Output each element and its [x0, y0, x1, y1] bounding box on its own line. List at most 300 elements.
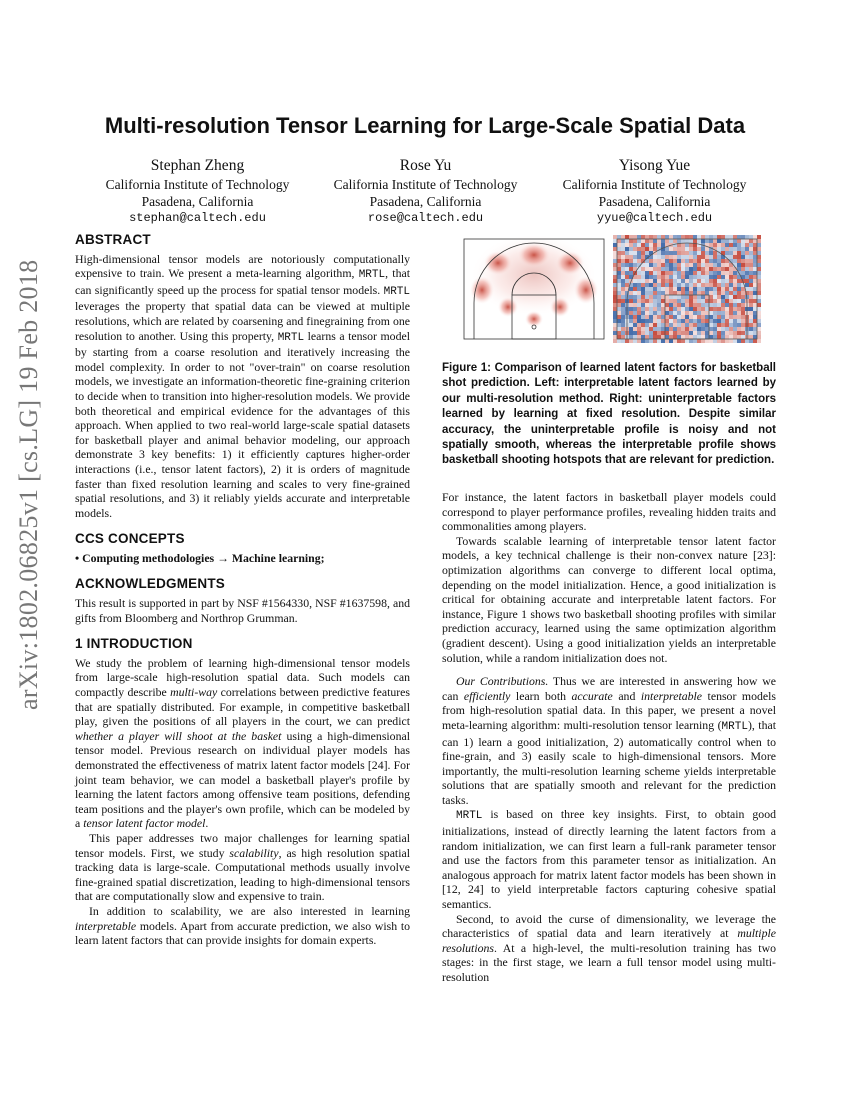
noise-cell	[685, 283, 689, 287]
noise-cell	[633, 331, 637, 335]
arxiv-identifier: arXiv:1802.06825v1 [cs.LG] 19 Feb 2018	[14, 259, 43, 710]
noise-cell	[689, 319, 693, 323]
noise-cell	[721, 279, 725, 283]
noise-cell	[665, 307, 669, 311]
noise-cell	[665, 303, 669, 307]
noise-cell	[637, 307, 641, 311]
noise-cell	[621, 283, 625, 287]
noise-cell	[629, 251, 633, 255]
noise-cell	[757, 335, 761, 339]
noise-cell	[713, 327, 717, 331]
noise-cell	[673, 303, 677, 307]
noise-cell	[673, 311, 677, 315]
noise-cell	[725, 239, 729, 243]
noise-cell	[745, 271, 749, 275]
noise-cell	[701, 287, 705, 291]
intro-paragraph-3: In addition to scalability, we are also interested in learning interpretable models. Apart from accurate prediction, we also wish to learn latent factors that can provide insights for domain experts.	[75, 903, 410, 948]
noise-cell	[665, 291, 669, 295]
noise-cell	[613, 307, 617, 311]
noise-cell	[613, 263, 617, 267]
noise-cell	[613, 279, 617, 283]
intro-heading: 1 INTRODUCTION	[75, 636, 193, 652]
noise-cell	[741, 307, 745, 311]
noise-cell	[649, 263, 653, 267]
noise-cell	[657, 331, 661, 335]
noise-cell	[693, 283, 697, 287]
noise-cell	[729, 279, 733, 283]
noise-cell	[649, 275, 653, 279]
noise-cell	[757, 239, 761, 243]
noise-cell	[705, 315, 709, 319]
noise-cell	[613, 295, 617, 299]
noise-cell	[689, 311, 693, 315]
noise-cell	[685, 235, 689, 239]
noise-cell	[661, 239, 665, 243]
noise-cell	[749, 327, 753, 331]
noise-cell	[669, 255, 673, 259]
noise-cell	[645, 275, 649, 279]
noise-cell	[633, 315, 637, 319]
noise-cell	[725, 311, 729, 315]
noise-cell	[729, 311, 733, 315]
noise-cell	[657, 239, 661, 243]
noise-cell	[665, 327, 669, 331]
noise-cell	[669, 267, 673, 271]
left-column	[75, 233, 410, 948]
noise-cell	[617, 267, 621, 271]
noise-cell	[733, 239, 737, 243]
noise-cell	[645, 291, 649, 295]
noise-cell	[617, 315, 621, 319]
noise-cell	[661, 315, 665, 319]
author-location: Pasadena, California	[369, 194, 482, 209]
noise-cell	[701, 291, 705, 295]
noise-cell	[729, 255, 733, 259]
author-3	[532, 156, 777, 227]
noise-cell	[673, 271, 677, 275]
noise-cell	[725, 279, 729, 283]
noise-cell	[685, 303, 689, 307]
noise-cell	[693, 307, 697, 311]
noise-cell	[737, 239, 741, 243]
noise-cell	[685, 311, 689, 315]
noise-cell	[677, 279, 681, 283]
noise-cell	[681, 339, 685, 343]
noise-cell	[733, 287, 737, 291]
noise-cell	[681, 279, 685, 283]
noise-cell	[733, 279, 737, 283]
noise-cell	[641, 295, 645, 299]
noise-cell	[709, 323, 713, 327]
noise-cell	[685, 251, 689, 255]
noise-cell	[681, 291, 685, 295]
noise-cell	[669, 283, 673, 287]
noise-cell	[621, 339, 625, 343]
noise-cell	[709, 251, 713, 255]
noise-cell	[757, 243, 761, 247]
noise-cell	[649, 283, 653, 287]
noise-cell	[665, 335, 669, 339]
noise-cell	[693, 295, 697, 299]
noise-cell	[741, 263, 745, 267]
noise-cell	[621, 235, 625, 239]
noise-cell	[669, 291, 673, 295]
noise-cell	[705, 327, 709, 331]
noise-cell	[745, 247, 749, 251]
noise-cell	[721, 235, 725, 239]
noise-cell	[713, 239, 717, 243]
noise-cell	[705, 247, 709, 251]
noise-cell	[685, 247, 689, 251]
noise-cell	[753, 251, 757, 255]
noise-cell	[681, 287, 685, 291]
noise-cell	[689, 283, 693, 287]
noise-cell	[669, 275, 673, 279]
noise-cell	[717, 291, 721, 295]
noise-cell	[721, 247, 725, 251]
noise-cell	[753, 295, 757, 299]
noise-cell	[681, 235, 685, 239]
noise-cell	[729, 319, 733, 323]
noise-cell	[697, 267, 701, 271]
noise-cell	[653, 271, 657, 275]
noise-cell	[617, 259, 621, 263]
noise-cell	[737, 255, 741, 259]
noise-cell	[641, 243, 645, 247]
noise-cell	[653, 243, 657, 247]
noise-cell	[757, 235, 761, 239]
noise-cell	[701, 279, 705, 283]
noise-cell	[681, 299, 685, 303]
noise-cell	[749, 311, 753, 315]
noise-cell	[749, 335, 753, 339]
noise-cell	[689, 267, 693, 271]
noise-cell	[705, 251, 709, 255]
noise-cell	[741, 271, 745, 275]
noise-cell	[641, 279, 645, 283]
noise-cell	[745, 235, 749, 239]
noise-cell	[693, 291, 697, 295]
noise-cell	[701, 271, 705, 275]
noise-cell	[661, 335, 665, 339]
noise-cell	[633, 259, 637, 263]
noise-cell	[629, 335, 633, 339]
noise-cell	[613, 303, 617, 307]
noise-cell	[645, 271, 649, 275]
noise-cell	[665, 287, 669, 291]
noise-cell	[717, 283, 721, 287]
noise-cell	[713, 311, 717, 315]
noise-cell	[697, 291, 701, 295]
noise-cell	[637, 271, 641, 275]
noise-cell	[749, 339, 753, 343]
noise-cell	[633, 251, 637, 255]
noise-cell	[629, 323, 633, 327]
noise-cell	[697, 259, 701, 263]
noise-cell	[649, 327, 653, 331]
noise-cell	[709, 283, 713, 287]
noise-cell	[613, 259, 617, 263]
noise-cell	[637, 283, 641, 287]
noise-cell	[753, 259, 757, 263]
noise-cell	[693, 319, 697, 323]
noise-cell	[677, 275, 681, 279]
noise-cell	[637, 275, 641, 279]
noise-cell	[657, 271, 661, 275]
noise-cell	[677, 247, 681, 251]
noise-cell	[689, 303, 693, 307]
noise-cell	[733, 259, 737, 263]
noise-cell	[613, 315, 617, 319]
noise-cell	[753, 243, 757, 247]
noise-cell	[689, 263, 693, 267]
author-affiliation: California Institute of Technology	[562, 177, 747, 192]
noise-cell	[665, 275, 669, 279]
noise-cell	[669, 327, 673, 331]
noise-cell	[653, 339, 657, 343]
noise-cell	[721, 319, 725, 323]
noise-cell	[737, 307, 741, 311]
noise-cell	[713, 255, 717, 259]
noise-cell	[657, 295, 661, 299]
noise-cell	[753, 299, 757, 303]
noise-cell	[617, 319, 621, 323]
noise-cell	[717, 279, 721, 283]
author-email[interactable]: yyue@caltech.edu	[596, 211, 713, 225]
noise-cell	[669, 259, 673, 263]
noise-cell	[685, 275, 689, 279]
noise-cell	[633, 339, 637, 343]
noise-cell	[753, 239, 757, 243]
noise-cell	[717, 239, 721, 243]
noise-cell	[669, 263, 673, 267]
noise-cell	[617, 331, 621, 335]
noise-cell	[701, 299, 705, 303]
noise-cell	[637, 243, 641, 247]
noise-cell	[701, 283, 705, 287]
noise-cell	[649, 315, 653, 319]
noise-cell	[657, 259, 661, 263]
noise-cell	[717, 303, 721, 307]
noise-cell	[649, 279, 653, 283]
noise-cell	[665, 295, 669, 299]
noise-cell	[637, 303, 641, 307]
noise-cell	[657, 235, 661, 239]
noise-cell	[661, 271, 665, 275]
abstract-heading: ABSTRACT	[75, 232, 151, 247]
noise-cell	[657, 279, 661, 283]
noise-cell	[629, 299, 633, 303]
noise-cell	[725, 243, 729, 247]
noise-cell	[637, 247, 641, 251]
noise-cell	[665, 331, 669, 335]
noise-cell	[741, 235, 745, 239]
noise-cell	[645, 323, 649, 327]
noise-cell	[709, 279, 713, 283]
noise-cell	[689, 335, 693, 339]
noise-cell	[657, 315, 661, 319]
noise-cell	[617, 339, 621, 343]
noise-cell	[665, 279, 669, 283]
noise-cell	[641, 275, 645, 279]
noise-cell	[677, 303, 681, 307]
noise-cell	[713, 335, 717, 339]
noise-cell	[741, 291, 745, 295]
intro-paragraph-2: This paper addresses two major challenges for learning spatial tensor models. First, we study scalability, as high resolution spatial tracking data is large-scale. Computational methods usually involve fine-grained spatial discretization, leading to high-dimensional tensors that are computationally slow and expensive to train.	[75, 830, 410, 904]
noise-cell	[693, 235, 697, 239]
noise-cell	[645, 247, 649, 251]
noise-cell	[721, 243, 725, 247]
noise-cell	[677, 311, 681, 315]
noise-cell	[709, 311, 713, 315]
noise-cell	[693, 259, 697, 263]
noise-cell	[629, 295, 633, 299]
noise-cell	[713, 323, 717, 327]
noise-cell	[653, 275, 657, 279]
noise-cell	[701, 327, 705, 331]
noise-cell	[697, 323, 701, 327]
noise-cell	[741, 251, 745, 255]
noise-cell	[621, 331, 625, 335]
ack-text: This result is supported in part by NSF #1564330, NSF #1637598, and gifts from Bloomberg and Northrop Grumman.	[75, 596, 410, 625]
noise-cell	[621, 311, 625, 315]
noise-cell	[617, 251, 621, 255]
noise-cell	[637, 339, 641, 343]
noise-cell	[705, 335, 709, 339]
noise-cell	[749, 307, 753, 311]
noise-cell	[713, 283, 717, 287]
noise-cell	[697, 299, 701, 303]
noise-cell	[721, 251, 725, 255]
right-column	[442, 490, 776, 985]
noise-cell	[741, 327, 745, 331]
noise-cell	[757, 267, 761, 271]
noise-cell	[657, 243, 661, 247]
noise-cell	[689, 291, 693, 295]
noise-cell	[749, 291, 753, 295]
noise-cell	[681, 327, 685, 331]
noise-cell	[713, 299, 717, 303]
noise-cell	[753, 235, 757, 239]
noise-cell	[693, 279, 697, 283]
noise-cell	[677, 271, 681, 275]
noise-cell	[741, 295, 745, 299]
noise-cell	[749, 275, 753, 279]
noise-cell	[669, 311, 673, 315]
noise-cell	[665, 259, 669, 263]
noise-cell	[653, 247, 657, 251]
noise-cell	[729, 307, 733, 311]
noise-cell	[737, 299, 741, 303]
noise-cell	[753, 291, 757, 295]
noise-cell	[629, 287, 633, 291]
noise-cell	[725, 235, 729, 239]
noise-cell	[729, 239, 733, 243]
noise-cell	[693, 287, 697, 291]
noise-cell	[613, 255, 617, 259]
noise-cell	[669, 271, 673, 275]
noise-cell	[653, 283, 657, 287]
noise-cell	[641, 311, 645, 315]
noise-cell	[661, 255, 665, 259]
noise-cell	[673, 291, 677, 295]
noise-cell	[657, 275, 661, 279]
noise-cell	[705, 339, 709, 343]
noise-cell	[713, 287, 717, 291]
noise-cell	[621, 327, 625, 331]
noise-cell	[685, 295, 689, 299]
noise-cell	[681, 311, 685, 315]
noise-cell	[657, 311, 661, 315]
noise-cell	[705, 287, 709, 291]
noise-cell	[721, 303, 725, 307]
noise-cell	[737, 279, 741, 283]
noise-cell	[709, 291, 713, 295]
noise-cell	[725, 319, 729, 323]
noise-cell	[653, 267, 657, 271]
noise-cell	[641, 327, 645, 331]
ccs-heading: CCS CONCEPTS	[75, 531, 185, 547]
contributions-paragraph: Our Contributions. Thus we are interested in answering how we can efficiently learn both accurate and interpretable tensor models from high-resolution spatial data. In this paper, we present a novel meta-learning algorithm: multi-resolution tensor learning (MRTL), that can 1) learn a good initialization, 2) automatically control when to fine-grain, and 3) easily scale to high-dimensional tensors. More importantly, the multi-resolution learning scheme yields interpretable solutions that are spatially smooth and relevant for the prediction tasks.	[442, 674, 776, 807]
noise-cell	[613, 267, 617, 271]
noise-cell	[677, 331, 681, 335]
noise-cell	[673, 323, 677, 327]
noise-cell	[693, 323, 697, 327]
noise-cell	[617, 287, 621, 291]
noise-cell	[721, 267, 725, 271]
noise-cell	[705, 291, 709, 295]
noise-cell	[753, 323, 757, 327]
noise-cell	[729, 327, 733, 331]
noise-cell	[617, 291, 621, 295]
noise-cell	[669, 323, 673, 327]
noise-cell	[625, 239, 629, 243]
noise-cell	[709, 259, 713, 263]
noise-cell	[653, 291, 657, 295]
noise-cell	[645, 307, 649, 311]
noise-cell	[709, 303, 713, 307]
noise-cell	[749, 267, 753, 271]
noise-cell	[737, 327, 741, 331]
noise-cell	[621, 259, 625, 263]
noise-cell	[701, 255, 705, 259]
noise-cell	[685, 291, 689, 295]
noise-cell	[757, 255, 761, 259]
noise-cell	[725, 263, 729, 267]
noise-cell	[617, 295, 621, 299]
noise-cell	[641, 271, 645, 275]
noise-cell	[697, 283, 701, 287]
noise-cell	[705, 307, 709, 311]
noise-cell	[729, 247, 733, 251]
noise-cell	[741, 299, 745, 303]
noise-cell	[677, 283, 681, 287]
noise-cell	[633, 287, 637, 291]
noise-cell	[757, 315, 761, 319]
noise-cell	[745, 263, 749, 267]
noise-cell	[709, 239, 713, 243]
noise-cell	[673, 307, 677, 311]
noise-cell	[621, 319, 625, 323]
noise-cell	[637, 287, 641, 291]
noise-cell	[665, 339, 669, 343]
author-email[interactable]: stephan@caltech.edu	[129, 211, 266, 225]
noise-cell	[629, 235, 633, 239]
author-email[interactable]: rose@caltech.edu	[367, 211, 484, 225]
noise-cell	[625, 275, 629, 279]
noise-cell	[701, 307, 705, 311]
noise-cell	[673, 239, 677, 243]
